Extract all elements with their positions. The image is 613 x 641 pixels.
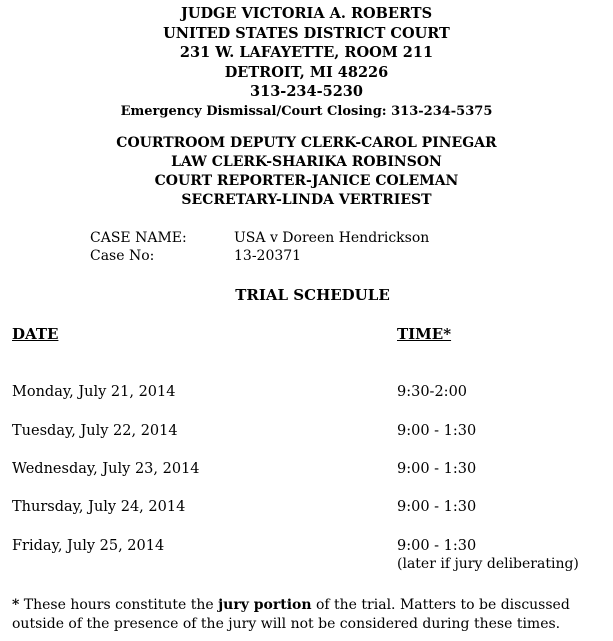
schedule-time: 9:00 - 1:30: [397, 499, 477, 515]
case-name-value: USA v Doreen Hendrickson: [234, 230, 430, 246]
footnote-text-end: of the trial. Matters to be discussed outside of the presence of the jury will not be considered during these times.: [12, 597, 570, 632]
staff-list: [0, 134, 613, 210]
case-number-label: Case No:: [90, 248, 155, 264]
schedule-note: (later if jury deliberating): [397, 556, 579, 572]
schedule-time: 9:00 - 1:30: [397, 423, 477, 439]
footnote-star: *: [12, 597, 20, 613]
schedule-day: Thursday, July 24, 2014: [12, 499, 186, 515]
case-number-value: 13-20371: [234, 248, 302, 264]
staff-court-reporter: COURT REPORTER-JANICE COLEMAN: [154, 173, 459, 189]
court-header: [0, 4, 613, 121]
court-city: DETROIT, MI 48226: [224, 63, 389, 81]
staff-law-clerk: LAW CLERK-SHARIKA ROBINSON: [171, 154, 442, 170]
footnote: [12, 596, 610, 634]
case-name-row: [90, 229, 429, 247]
staff-deputy-clerk: COURTROOM DEPUTY CLERK-CAROL PINEGAR: [116, 135, 497, 151]
schedule-day: Wednesday, July 23, 2014: [12, 461, 200, 477]
case-name-label: CASE NAME:: [90, 230, 187, 246]
case-number-row: [90, 247, 429, 265]
court-phone: 313-234-5230: [250, 83, 363, 100]
schedule-time: 9:00 - 1:30: [397, 461, 477, 477]
case-info: [90, 229, 429, 265]
court-name: UNITED STATES DISTRICT COURT: [163, 24, 450, 42]
schedule-day: Tuesday, July 22, 2014: [12, 423, 178, 439]
judge-name: JUDGE VICTORIA A. ROBERTS: [180, 5, 433, 22]
emergency-line: Emergency Dismissal/Court Closing: 313-234-5375: [120, 103, 493, 119]
schedule-day: Friday, July 25, 2014: [12, 538, 165, 554]
court-address: 231 W. LAFAYETTE, ROOM 211: [179, 44, 434, 61]
schedule-time: 9:00 - 1:30: [397, 538, 477, 554]
schedule-day: Monday, July 21, 2014: [12, 384, 176, 400]
time-column-header: TIME*: [397, 325, 452, 343]
staff-secretary: SECRETARY-LINDA VERTRIEST: [181, 192, 432, 208]
date-column-header: DATE: [12, 325, 59, 343]
schedule-time: 9:30-2:00: [397, 384, 468, 400]
schedule-title: TRIAL SCHEDULE: [235, 286, 390, 304]
footnote-emphasis: jury portion: [218, 597, 312, 613]
footnote-text-start: These hours constitute the: [19, 597, 219, 613]
